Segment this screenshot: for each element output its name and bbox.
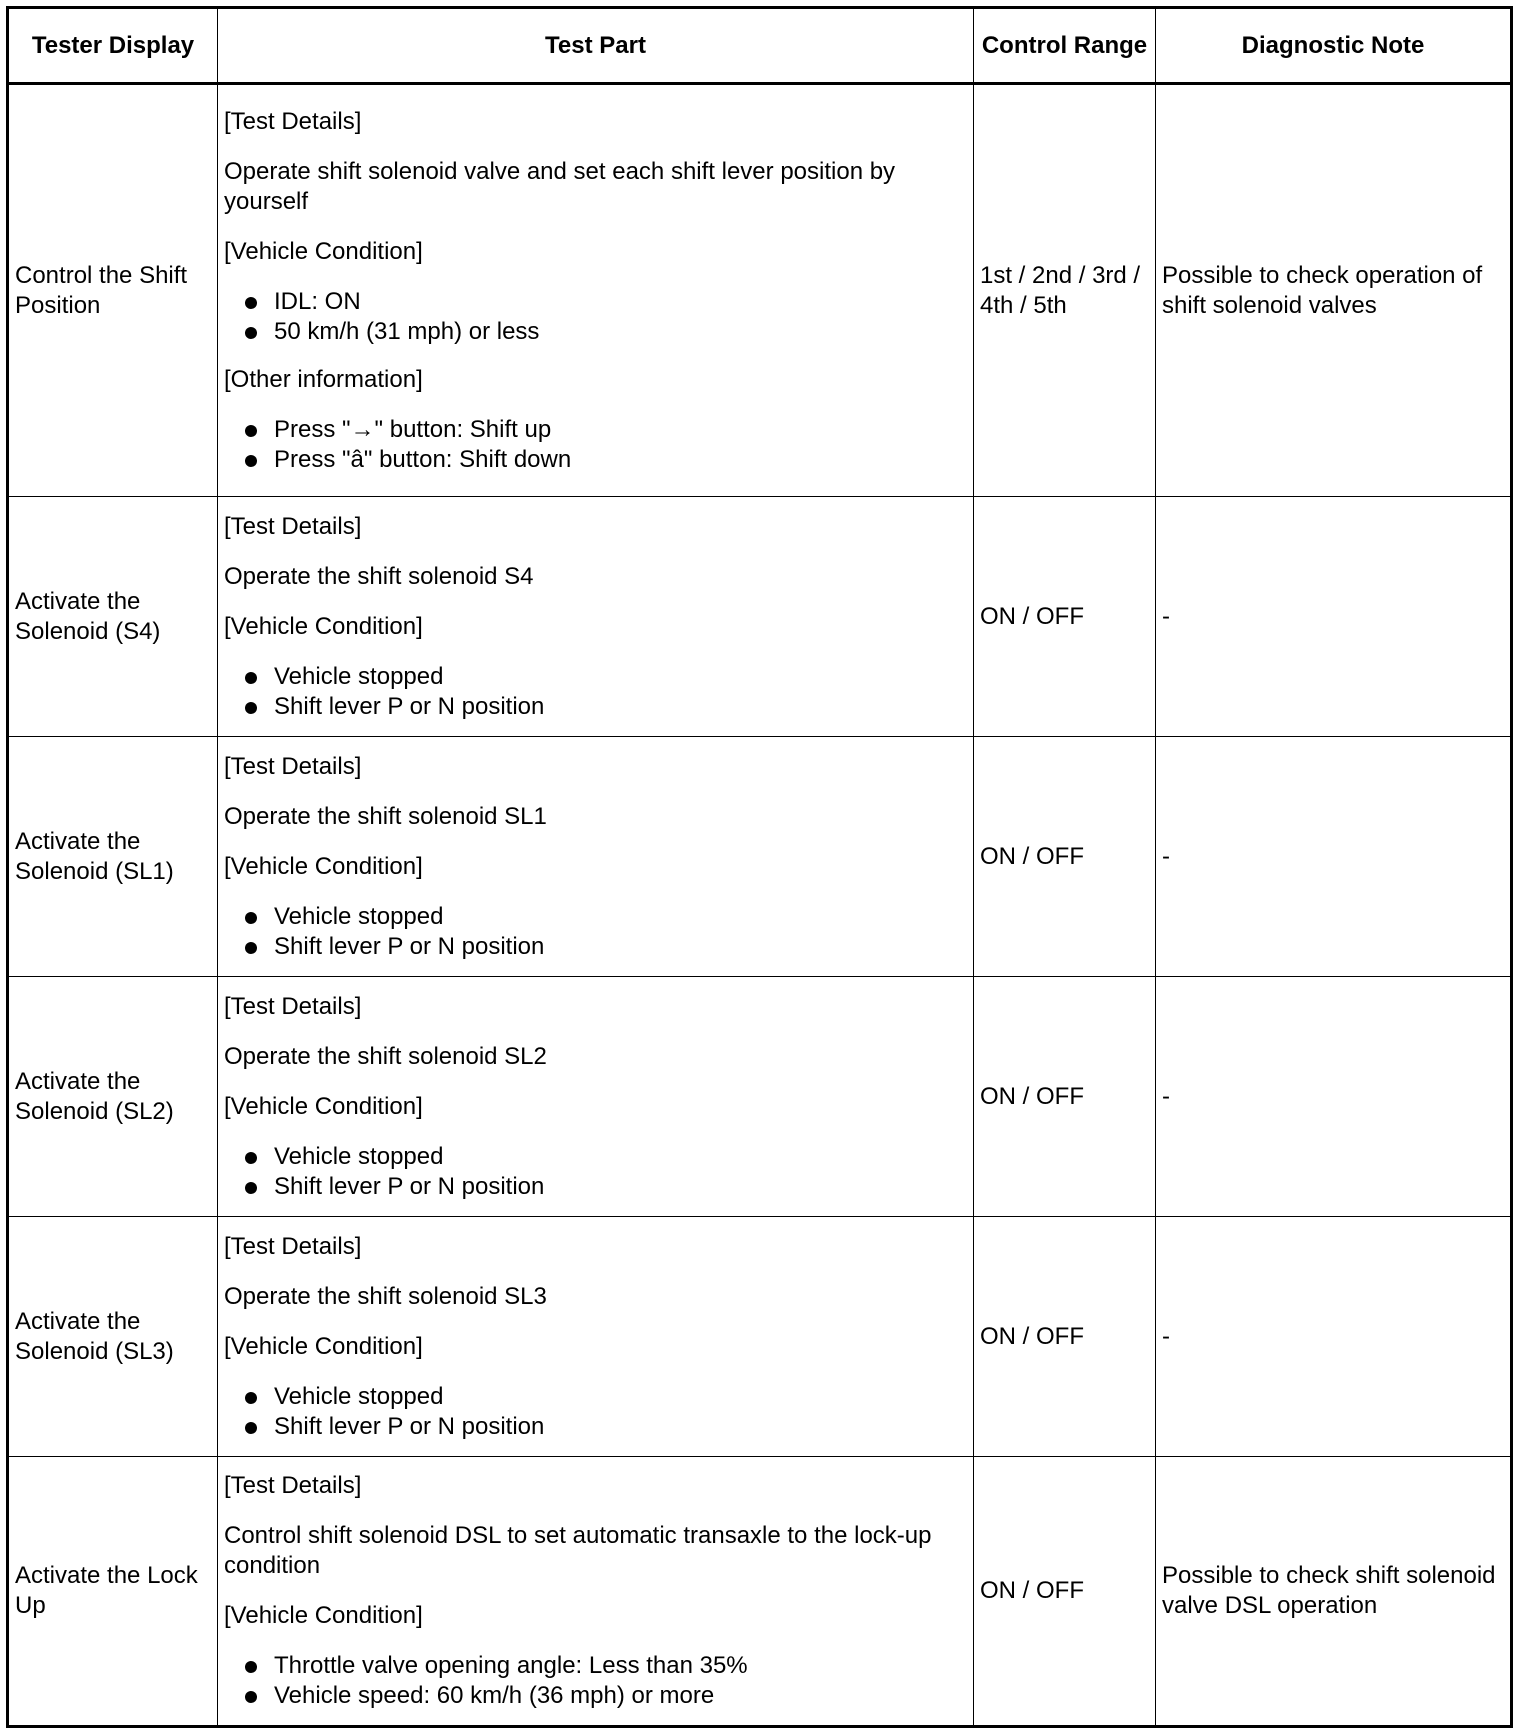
test-details-text: Operate the shift solenoid SL2 (224, 1042, 547, 1070)
other-information-list (224, 415, 967, 475)
list-item: Press "→" button: Shift up (224, 415, 967, 445)
diagnostic-note-cell: Possible to check operation of shift solenoid valves (1156, 84, 1512, 497)
diagnostic-note-cell: - (1156, 977, 1512, 1217)
tester-display-cell: Activate the Solenoid (SL1) (8, 737, 218, 977)
table-row (8, 1217, 1512, 1457)
list-item: Throttle valve opening angle: Less than 35% (224, 1651, 967, 1681)
list-item: Shift lever P or N position (224, 932, 967, 962)
list-item: Press "â" button: Shift down (224, 445, 967, 475)
tester-display-cell: Activate the Solenoid (S4) (8, 497, 218, 737)
test-details-label: [Test Details] (224, 1472, 362, 1499)
header-control-range: Control Range (974, 8, 1156, 84)
diagnostic-note-cell: - (1156, 497, 1512, 737)
test-details-label: [Test Details] (224, 752, 362, 780)
diagnostic-note-cell: - (1156, 737, 1512, 977)
table-row (8, 1457, 1512, 1727)
test-part-cell (218, 1217, 974, 1457)
tester-display-cell: Activate the Solenoid (SL2) (8, 977, 218, 1217)
active-test-table (6, 6, 1513, 1728)
list-item: Vehicle speed: 60 km/h (36 mph) or more (224, 1681, 967, 1711)
control-range-cell: ON / OFF (974, 737, 1156, 977)
test-details-label: [Test Details] (224, 1232, 362, 1260)
list-item: IDL: ON (224, 287, 967, 317)
list-item: Vehicle stopped (224, 662, 967, 692)
vehicle-condition-list (224, 1382, 967, 1442)
list-item: Shift lever P or N position (224, 1172, 967, 1202)
vehicle-condition-label: [Vehicle Condition] (224, 1602, 423, 1629)
vehicle-condition-list (224, 1142, 967, 1202)
test-details-label: [Test Details] (224, 107, 362, 135)
tester-display-cell: Activate the Solenoid (SL3) (8, 1217, 218, 1457)
control-range-cell: 1st / 2nd / 3rd / 4th / 5th (974, 84, 1156, 497)
test-details-label: [Test Details] (224, 512, 362, 540)
list-item: Vehicle stopped (224, 1382, 967, 1412)
list-item: 50 km/h (31 mph) or less (224, 317, 967, 347)
list-item: Vehicle stopped (224, 902, 967, 932)
diagnostic-note-cell: Possible to check shift solenoid valve DSL operation (1156, 1457, 1512, 1727)
other-information-label: [Other information] (224, 365, 423, 393)
table-header-row (8, 8, 1512, 84)
test-details-text: Control shift solenoid DSL to set automatic transaxle to the lock-up condition (224, 1522, 932, 1579)
test-part-cell (218, 737, 974, 977)
table-row (8, 737, 1512, 977)
test-details-text: Operate shift solenoid valve and set each shift lever position by yourself (224, 157, 896, 215)
control-range-cell: ON / OFF (974, 977, 1156, 1217)
list-item: Shift lever P or N position (224, 692, 967, 722)
vehicle-condition-label: [Vehicle Condition] (224, 1092, 423, 1120)
control-range-cell: ON / OFF (974, 1457, 1156, 1727)
test-details-text: Operate the shift solenoid S4 (224, 562, 534, 590)
list-item: Vehicle stopped (224, 1142, 967, 1172)
control-range-cell: ON / OFF (974, 1217, 1156, 1457)
vehicle-condition-list (224, 662, 967, 722)
test-part-cell (218, 1457, 974, 1727)
test-details-label: [Test Details] (224, 992, 362, 1020)
test-details-text: Operate the shift solenoid SL3 (224, 1282, 547, 1310)
vehicle-condition-list (224, 902, 967, 962)
vehicle-condition-label: [Vehicle Condition] (224, 237, 423, 265)
vehicle-condition-list (224, 1651, 967, 1711)
tester-display-cell: Control the Shift Position (8, 84, 218, 497)
table-row (8, 497, 1512, 737)
test-part-cell (218, 977, 974, 1217)
vehicle-condition-label: [Vehicle Condition] (224, 1332, 423, 1360)
header-tester-display: Tester Display (8, 8, 218, 84)
tester-display-cell: Activate the Lock Up (8, 1457, 218, 1727)
vehicle-condition-label: [Vehicle Condition] (224, 852, 423, 880)
header-diagnostic-note: Diagnostic Note (1156, 8, 1512, 84)
table-row (8, 84, 1512, 497)
table-row (8, 977, 1512, 1217)
test-part-cell (218, 497, 974, 737)
test-details-text: Operate the shift solenoid SL1 (224, 802, 547, 830)
header-test-part: Test Part (218, 8, 974, 84)
vehicle-condition-label: [Vehicle Condition] (224, 612, 423, 640)
vehicle-condition-list (224, 287, 967, 347)
control-range-cell: ON / OFF (974, 497, 1156, 737)
test-part-cell (218, 84, 974, 497)
list-item: Shift lever P or N position (224, 1412, 967, 1442)
diagnostic-note-cell: - (1156, 1217, 1512, 1457)
